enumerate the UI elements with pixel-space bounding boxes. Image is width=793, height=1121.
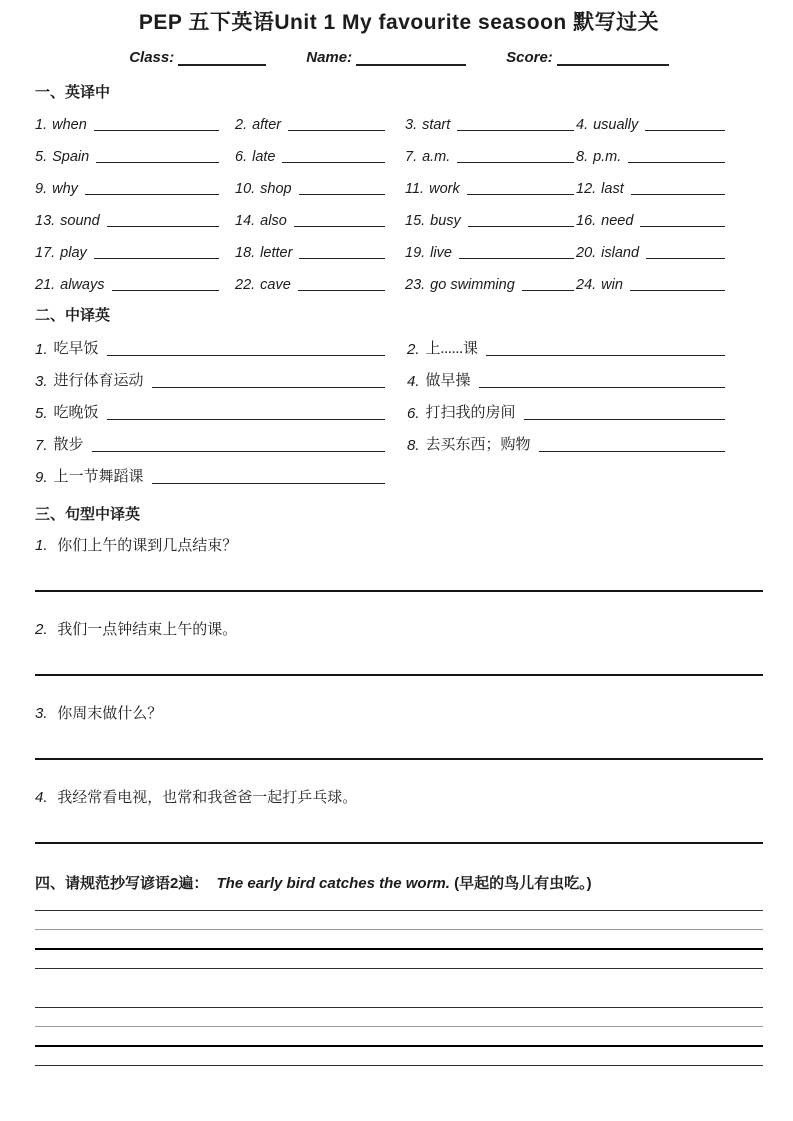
vocab-word: shop bbox=[260, 181, 292, 198]
score-blank bbox=[557, 51, 669, 67]
vocab-item bbox=[35, 266, 235, 298]
vocab-item bbox=[405, 234, 576, 266]
answer-blank bbox=[85, 194, 219, 195]
item-number: 21. bbox=[35, 277, 56, 294]
answer-blank bbox=[92, 451, 385, 452]
item-number: 2. bbox=[407, 341, 420, 359]
vocab-word: go swimming bbox=[430, 277, 515, 294]
section-cn-to-en bbox=[35, 306, 763, 491]
vocab-item bbox=[235, 106, 405, 138]
vocab-item bbox=[576, 170, 763, 202]
vocab-word: last bbox=[601, 181, 624, 198]
answer-blank bbox=[288, 130, 385, 131]
writing-guide-base-line bbox=[35, 948, 763, 950]
vocab-word: a.m. bbox=[422, 149, 451, 166]
sentence-text: 你周末做什么？ bbox=[57, 706, 163, 723]
item-number: 3. bbox=[35, 373, 48, 391]
answer-blank bbox=[631, 194, 725, 195]
section-proverb-copy bbox=[35, 874, 763, 1066]
answer-blank bbox=[96, 162, 219, 163]
vocab-word: sound bbox=[60, 213, 100, 230]
phrase-text: 去买东西；购物 bbox=[425, 437, 531, 454]
item-number: 8. bbox=[576, 149, 589, 166]
sentence-list bbox=[35, 536, 763, 844]
sentence-text: 你们上午的课到几点结束？ bbox=[57, 538, 238, 555]
vocab-item bbox=[235, 234, 405, 266]
phrase-item bbox=[35, 395, 407, 427]
phrase-text: 打扫我的房间 bbox=[425, 405, 516, 422]
item-number: 8. bbox=[407, 437, 420, 455]
answer-blank bbox=[524, 419, 725, 420]
item-number: 12. bbox=[576, 181, 597, 198]
vocab-item bbox=[405, 202, 576, 234]
section4-instruction: 四、请规范抄写谚语2遍： bbox=[35, 875, 209, 893]
item-number: 1. bbox=[35, 117, 48, 134]
phrase-text: 做早操 bbox=[425, 373, 471, 390]
item-number: 6. bbox=[235, 149, 248, 166]
phrase-item bbox=[35, 331, 407, 363]
vocab-word: after bbox=[252, 117, 282, 134]
section2-heading: 二、中译英 bbox=[35, 307, 111, 325]
answer-blank bbox=[107, 355, 385, 356]
vocab-word: cave bbox=[260, 277, 291, 294]
item-number: 3. bbox=[35, 705, 48, 723]
vocab-item bbox=[235, 266, 405, 298]
phrase-text: 进行体育运动 bbox=[53, 373, 144, 390]
answer-blank bbox=[294, 226, 385, 227]
answer-blank bbox=[94, 258, 219, 259]
vocab-word: always bbox=[60, 277, 105, 294]
vocab-item bbox=[235, 170, 405, 202]
sentence-question bbox=[35, 788, 763, 808]
sentence-item bbox=[35, 704, 763, 760]
sentence-question bbox=[35, 704, 763, 724]
item-number: 17. bbox=[35, 245, 56, 262]
answer-line bbox=[35, 758, 763, 760]
item-number: 19. bbox=[405, 245, 426, 262]
section-sentence-translation bbox=[35, 505, 763, 844]
vocab-word: island bbox=[601, 245, 640, 262]
vocab-item bbox=[576, 266, 763, 298]
item-number: 22. bbox=[235, 277, 256, 294]
item-number: 4. bbox=[576, 117, 589, 134]
item-number: 14. bbox=[235, 213, 256, 230]
answer-blank bbox=[457, 162, 574, 163]
answer-blank bbox=[299, 258, 385, 259]
name-blank bbox=[356, 51, 466, 67]
answer-blank bbox=[459, 258, 574, 259]
name-label: Name: bbox=[306, 49, 353, 67]
answer-blank bbox=[298, 290, 385, 291]
section1-heading: 一、英译中 bbox=[35, 84, 111, 102]
answer-blank bbox=[630, 290, 725, 291]
answer-blank bbox=[94, 130, 219, 131]
vocab-word: also bbox=[260, 213, 287, 230]
phrase-text: 上......课 bbox=[425, 341, 479, 358]
writing-guide-top-line bbox=[35, 910, 763, 911]
vocab-word: letter bbox=[260, 245, 293, 262]
phrase-text: 吃早饭 bbox=[53, 341, 99, 358]
item-number: 16. bbox=[576, 213, 597, 230]
item-number: 5. bbox=[35, 405, 48, 423]
answer-blank bbox=[152, 387, 385, 388]
answer-line bbox=[35, 590, 763, 592]
vocab-word: play bbox=[60, 245, 87, 262]
writing-guide-group-1 bbox=[35, 910, 763, 969]
answer-blank bbox=[646, 258, 725, 259]
writing-guide-mid-line bbox=[35, 929, 763, 930]
proverb-text: The early bird catches the worm. bbox=[216, 875, 450, 893]
vocab-item bbox=[576, 106, 763, 138]
class-field bbox=[129, 49, 266, 66]
answer-line bbox=[35, 674, 763, 676]
answer-blank bbox=[457, 130, 574, 131]
class-blank bbox=[178, 51, 266, 67]
writing-guide-base-line bbox=[35, 1045, 763, 1047]
answer-blank bbox=[299, 194, 385, 195]
item-number: 3. bbox=[405, 117, 418, 134]
vocab-grid bbox=[35, 106, 763, 298]
answer-blank bbox=[107, 226, 219, 227]
answer-blank bbox=[152, 483, 385, 484]
item-number: 5. bbox=[35, 149, 48, 166]
vocab-word: why bbox=[52, 181, 78, 198]
sentence-question bbox=[35, 536, 763, 556]
item-number: 4. bbox=[35, 789, 48, 807]
vocab-word: late bbox=[252, 149, 276, 166]
answer-blank bbox=[522, 290, 574, 291]
item-number: 9. bbox=[35, 181, 48, 198]
vocab-item bbox=[35, 138, 235, 170]
phrase-item bbox=[407, 427, 763, 459]
item-number: 18. bbox=[235, 245, 256, 262]
item-number: 1. bbox=[35, 341, 48, 359]
answer-blank bbox=[479, 387, 725, 388]
vocab-item bbox=[576, 234, 763, 266]
item-number: 2. bbox=[35, 621, 48, 639]
vocab-item bbox=[35, 170, 235, 202]
score-label: Score: bbox=[506, 49, 553, 67]
name-field bbox=[306, 49, 466, 66]
item-number: 4. bbox=[407, 373, 420, 391]
item-number: 1. bbox=[35, 537, 48, 555]
vocab-word: when bbox=[52, 117, 87, 134]
vocab-item bbox=[405, 138, 576, 170]
vocab-word: Spain bbox=[52, 149, 90, 166]
section-en-to-cn bbox=[35, 83, 763, 298]
answer-blank bbox=[628, 162, 725, 163]
phrase-item bbox=[407, 363, 763, 395]
writing-guide-group-2 bbox=[35, 1007, 763, 1066]
vocab-item bbox=[576, 138, 763, 170]
writing-guide-bottom-line bbox=[35, 1065, 763, 1066]
answer-line bbox=[35, 842, 763, 844]
answer-blank bbox=[486, 355, 725, 356]
item-number: 23. bbox=[405, 277, 426, 294]
sentence-item bbox=[35, 620, 763, 676]
vocab-word: work bbox=[429, 181, 460, 198]
class-label: Class: bbox=[129, 49, 175, 67]
vocab-word: start bbox=[422, 117, 451, 134]
item-number: 6. bbox=[407, 405, 420, 423]
phrase-text: 上一节舞蹈课 bbox=[53, 469, 144, 486]
writing-guide-bottom-line bbox=[35, 968, 763, 969]
vocab-item bbox=[35, 106, 235, 138]
vocab-word: win bbox=[601, 277, 623, 294]
answer-blank bbox=[282, 162, 385, 163]
item-number: 24. bbox=[576, 277, 597, 294]
vocab-item bbox=[35, 234, 235, 266]
worksheet-page bbox=[35, 10, 763, 1066]
answer-blank bbox=[539, 451, 725, 452]
item-number: 13. bbox=[35, 213, 56, 230]
item-number: 15. bbox=[405, 213, 426, 230]
sentence-item bbox=[35, 788, 763, 844]
phrase-item bbox=[35, 427, 407, 459]
item-number: 9. bbox=[35, 469, 48, 487]
vocab-item bbox=[405, 266, 576, 298]
page-title: PEP 五下英语Unit 1 My favourite seasoon 默写过关 bbox=[138, 11, 660, 34]
sentence-question bbox=[35, 620, 763, 640]
score-field bbox=[506, 49, 669, 66]
header-fields bbox=[35, 49, 763, 66]
writing-guide-top-line bbox=[35, 1007, 763, 1008]
item-number: 7. bbox=[35, 437, 48, 455]
answer-blank bbox=[112, 290, 220, 291]
phrase-text: 吃晚饭 bbox=[53, 405, 99, 422]
vocab-word: usually bbox=[593, 117, 639, 134]
phrase-grid bbox=[35, 331, 763, 491]
sentence-text: 我们一点钟结束上午的课。 bbox=[57, 622, 238, 639]
vocab-item bbox=[235, 138, 405, 170]
vocab-item bbox=[576, 202, 763, 234]
answer-blank bbox=[467, 194, 574, 195]
item-number: 20. bbox=[576, 245, 597, 262]
section3-heading: 三、句型中译英 bbox=[35, 506, 141, 524]
vocab-word: p.m. bbox=[593, 149, 622, 166]
vocab-item bbox=[405, 170, 576, 202]
sentence-text: 我经常看电视，也常和我爸爸一起打乒乓球。 bbox=[57, 790, 358, 807]
phrase-text: 散步 bbox=[53, 437, 84, 454]
proverb-note: (早起的鸟儿有虫吃。) bbox=[454, 875, 592, 893]
vocab-word: busy bbox=[430, 213, 461, 230]
vocab-word: need bbox=[601, 213, 634, 230]
answer-blank bbox=[468, 226, 574, 227]
answer-blank bbox=[640, 226, 725, 227]
vocab-item bbox=[235, 202, 405, 234]
writing-guide-mid-line bbox=[35, 1026, 763, 1027]
item-number: 2. bbox=[235, 117, 248, 134]
item-number: 7. bbox=[405, 149, 418, 166]
section4-heading bbox=[35, 874, 763, 894]
answer-blank bbox=[107, 419, 385, 420]
item-number: 11. bbox=[405, 181, 425, 198]
vocab-item bbox=[35, 202, 235, 234]
vocab-item bbox=[405, 106, 576, 138]
phrase-item bbox=[407, 331, 763, 363]
phrase-item bbox=[35, 363, 407, 395]
phrase-item bbox=[407, 395, 763, 427]
answer-blank bbox=[645, 130, 725, 131]
sentence-item bbox=[35, 536, 763, 592]
vocab-word: live bbox=[430, 245, 452, 262]
item-number: 10. bbox=[235, 181, 256, 198]
phrase-item bbox=[35, 459, 407, 491]
